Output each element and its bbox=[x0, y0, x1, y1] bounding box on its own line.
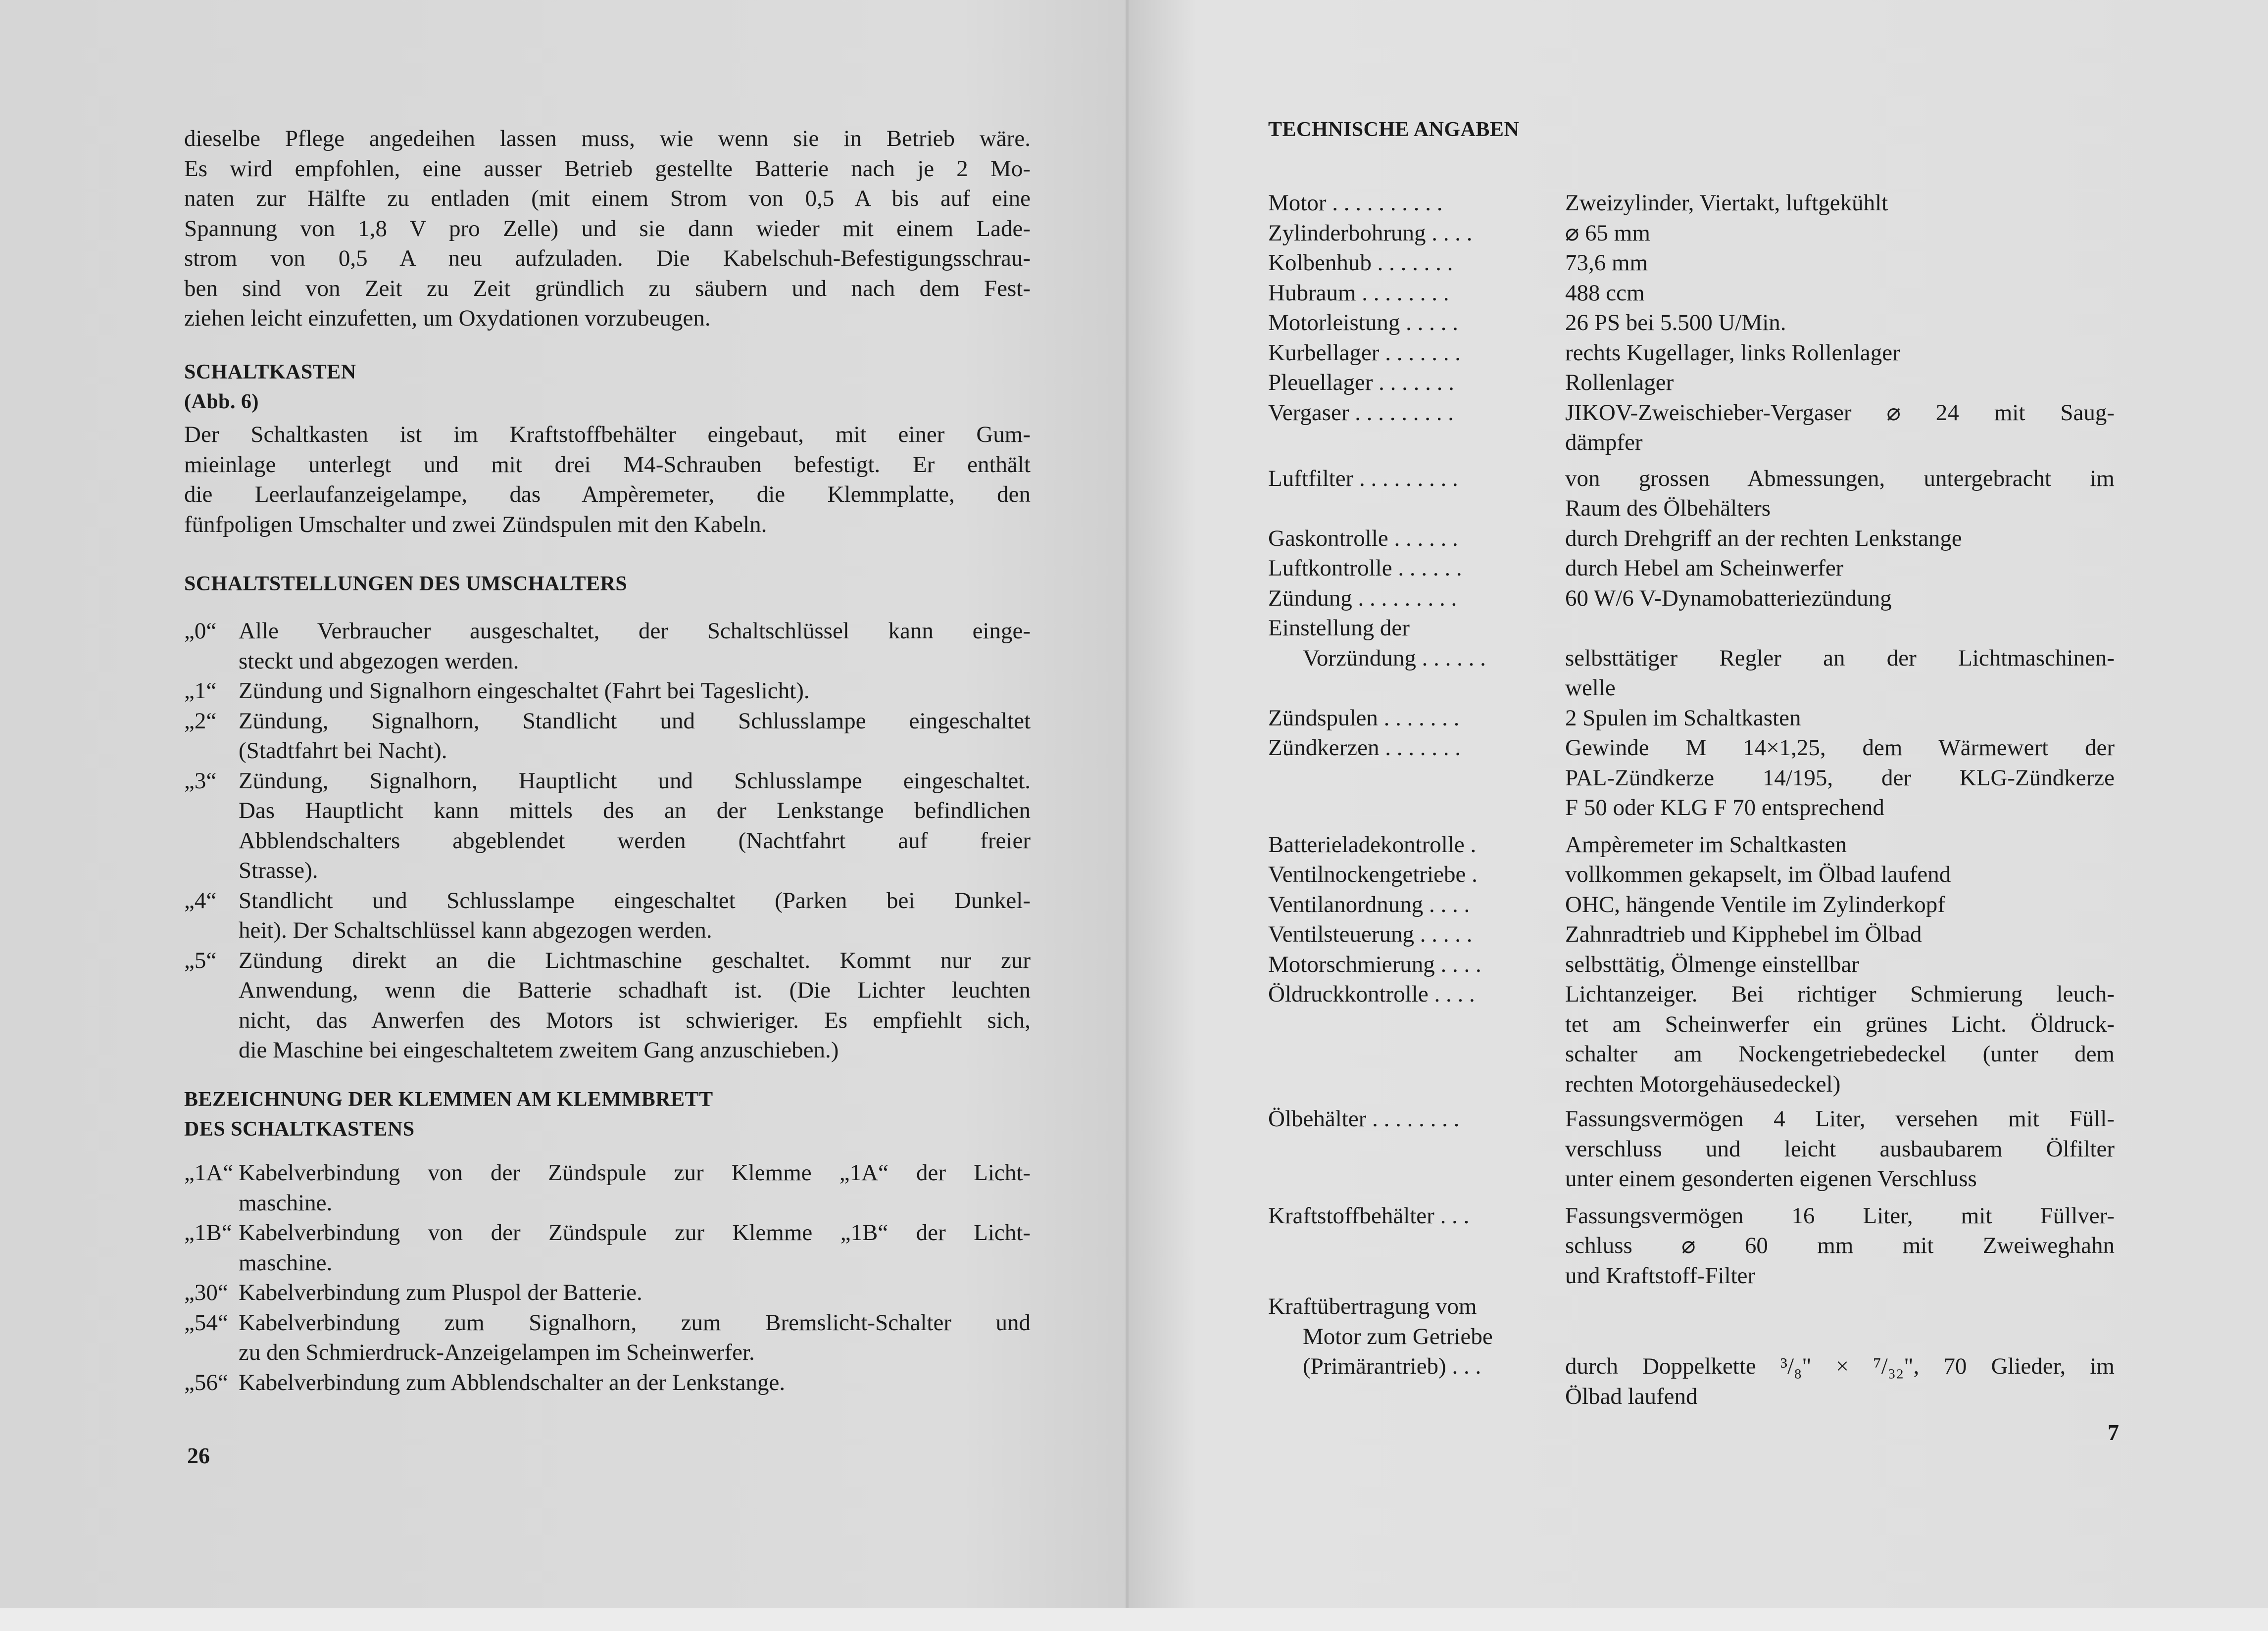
spec-label: Pleuellager . . . . . . . bbox=[1268, 370, 1454, 395]
spec-value bbox=[1565, 1009, 2115, 1040]
spec-value bbox=[1565, 1292, 2115, 1322]
item-key: „30“ bbox=[184, 1280, 228, 1305]
schaltkasten-paragraph bbox=[184, 420, 1031, 539]
spec-value bbox=[1565, 464, 2115, 494]
spec-label bbox=[1268, 763, 1565, 793]
spec-line bbox=[1268, 308, 2115, 338]
spec-value bbox=[1565, 1382, 2115, 1412]
text-line: Spannung von 1,8 V pro Zelle) und sie dann wieder mit einem Lade- bbox=[184, 215, 1031, 241]
spec-line bbox=[1268, 493, 2115, 524]
value-line: selbsttätiger Regler an der Lichtmaschinen- bbox=[1565, 645, 2115, 671]
text-line: Das Hauptlicht kann mittels des an der Lenkstange befindlichen bbox=[239, 798, 1031, 823]
spec-row bbox=[1268, 188, 2115, 218]
item-key: „3“ bbox=[184, 768, 217, 794]
spec-value bbox=[1565, 950, 2115, 980]
spec-label bbox=[1268, 1164, 1565, 1194]
spec-value bbox=[1565, 830, 2115, 860]
item-key: „2“ bbox=[184, 708, 217, 734]
spec-line bbox=[1268, 278, 2115, 308]
value-line: Ölbad laufend bbox=[1565, 1383, 1698, 1409]
list-item bbox=[184, 886, 1031, 946]
value-line: 26 PS bei 5.500 U/Min. bbox=[1565, 310, 1786, 336]
spec-value bbox=[1565, 278, 2115, 308]
text-line: die Leerlaufanzeigelampe, das Ampèremeter, die Klemmplatte, den bbox=[184, 481, 1031, 507]
spec-line bbox=[1268, 338, 2115, 368]
spec-label: Vorzündung . . . . . . bbox=[1303, 645, 1486, 671]
spec-line bbox=[1268, 793, 2115, 823]
spec-label: Kraftübertragung vom bbox=[1268, 1294, 1477, 1319]
item-key: „1B“ bbox=[184, 1220, 232, 1246]
text-line: maschine. bbox=[239, 1249, 333, 1276]
value-line: OHC, hängende Ventile im Zylinderkopf bbox=[1565, 891, 1945, 917]
list-item bbox=[184, 766, 1031, 886]
spec-value bbox=[1565, 919, 2115, 950]
value-line: dämpfer bbox=[1565, 430, 1643, 455]
spec-label: Motorleistung . . . . . bbox=[1268, 310, 1458, 336]
spec-row bbox=[1268, 583, 2115, 614]
spec-line bbox=[1268, 428, 2115, 458]
spec-row bbox=[1268, 703, 2115, 733]
value-line: rechts Kugellager, links Rollenlager bbox=[1565, 339, 1900, 366]
spec-row bbox=[1268, 613, 2115, 703]
value-line: 488 ccm bbox=[1565, 280, 1645, 306]
list-item bbox=[184, 616, 1031, 676]
value-line bbox=[1565, 1292, 2115, 1322]
list-item bbox=[184, 1218, 1031, 1278]
text-line: steckt und abgezogen werden. bbox=[239, 648, 519, 674]
spec-label: Luftfilter . . . . . . . . . bbox=[1268, 465, 1458, 491]
value-line: von grossen Abmessungen, untergebracht im bbox=[1565, 465, 2115, 491]
spec-label bbox=[1268, 428, 1565, 458]
spec-row bbox=[1268, 733, 2115, 823]
list-item bbox=[184, 946, 1031, 1065]
spec-row bbox=[1268, 308, 2115, 338]
spec-label: Zündspulen . . . . . . . bbox=[1268, 705, 1460, 731]
value-line bbox=[1565, 1322, 2115, 1352]
spec-value bbox=[1565, 793, 2115, 823]
spec-label bbox=[1268, 1009, 1565, 1040]
spec-label: Luftkontrolle . . . . . . bbox=[1268, 555, 1462, 581]
spec-label: Batterieladekontrolle . bbox=[1268, 831, 1477, 858]
value-line: rechten Motorgehäusedeckel) bbox=[1565, 1071, 1841, 1097]
spec-line bbox=[1268, 613, 2115, 643]
spec-label: Gaskontrolle . . . . . . bbox=[1268, 525, 1458, 551]
spec-value bbox=[1565, 368, 2115, 398]
spec-row bbox=[1268, 218, 2115, 248]
list-item bbox=[184, 706, 1031, 766]
spec-line bbox=[1268, 583, 2115, 614]
text-line: Zündung direkt an die Lichtmaschine geschaltet. Kommt nur zur bbox=[239, 947, 1031, 973]
value-line: unter einem gesonderten eigenen Verschluss bbox=[1565, 1166, 1977, 1192]
spec-line bbox=[1268, 1201, 2115, 1231]
value-line: Rollenlager bbox=[1565, 370, 1674, 395]
text-line: ziehen leicht einzufetten, um Oxydationen vorzubeugen. bbox=[184, 305, 711, 331]
spec-label: Ölbehälter . . . . . . . . bbox=[1268, 1106, 1460, 1132]
spec-line bbox=[1268, 1039, 2115, 1069]
text-line: naten zur Hälfte zu entladen (mit einem Strom von 0,5 A bis auf eine bbox=[184, 186, 1031, 211]
item-key: „4“ bbox=[184, 887, 217, 913]
spec-label: Zündkerzen . . . . . . . bbox=[1268, 735, 1461, 761]
list-item bbox=[184, 1158, 1031, 1218]
spec-label: Motor . . . . . . . . . . bbox=[1268, 190, 1443, 216]
spec-value bbox=[1565, 860, 2115, 890]
value-line: durch Drehgriff an der rechten Lenkstange bbox=[1565, 525, 1962, 551]
value-line: Fassungsvermögen 4 Liter, versehen mit Füll- bbox=[1565, 1106, 2115, 1132]
spec-line bbox=[1268, 919, 2115, 950]
spec-row bbox=[1268, 368, 2115, 398]
spec-value bbox=[1565, 1231, 2115, 1261]
item-text bbox=[239, 886, 1031, 946]
value-line: tet am Scheinwerfer ein grünes Licht. Öldruck- bbox=[1565, 1011, 2115, 1037]
value-line: verschluss und leicht ausbaubarem Ölfilter bbox=[1565, 1136, 2115, 1162]
spec-label bbox=[1268, 1069, 1565, 1100]
text-line: zu den Schmierdruck-Anzeigelampen im Scheinwerfer. bbox=[239, 1340, 755, 1365]
spec-value bbox=[1565, 308, 2115, 338]
spec-line bbox=[1268, 1382, 2115, 1412]
spec-line bbox=[1268, 368, 2115, 398]
value-line: ⌀ 65 mm bbox=[1565, 220, 1650, 246]
spec-label: Vergaser . . . . . . . . . bbox=[1268, 399, 1454, 426]
spec-label: Ventilanordnung . . . . bbox=[1268, 891, 1470, 917]
spec-label bbox=[1268, 793, 1565, 823]
spec-value bbox=[1565, 763, 2115, 793]
spec-value bbox=[1565, 643, 2115, 673]
value-line bbox=[1565, 613, 2115, 643]
spec-line bbox=[1268, 763, 2115, 793]
text-line: Standlicht und Schlusslampe eingeschaltet (Parken bei Dunkel- bbox=[239, 887, 1031, 913]
spec-value bbox=[1565, 733, 2115, 763]
value-line: Zahnradtrieb und Kipphebel im Ölbad bbox=[1565, 921, 1922, 947]
spec-row bbox=[1268, 1292, 2115, 1411]
list-item bbox=[184, 676, 1031, 706]
text-line: Der Schaltkasten ist im Kraftstoffbehälter eingebaut, mit einer Gum- bbox=[184, 422, 1031, 447]
spec-label bbox=[1268, 673, 1565, 703]
spec-value bbox=[1565, 703, 2115, 733]
text-line: Kabelverbindung von der Zündspule zur Klemme „1A“ der Licht- bbox=[239, 1160, 1031, 1186]
text-line: (Stadtfahrt bei Nacht). bbox=[239, 738, 447, 764]
text-line: strom von 0,5 A neu aufzuladen. Die Kabelschuh-Befestigungsschrau- bbox=[184, 245, 1031, 271]
value-line: schalter am Nockengetriebedeckel (unter dem bbox=[1565, 1041, 2115, 1067]
spec-row bbox=[1268, 919, 2115, 950]
spec-label: Einstellung der bbox=[1268, 615, 1410, 641]
spec-value bbox=[1565, 890, 2115, 920]
spec-value bbox=[1565, 1351, 2115, 1382]
text-line: Kabelverbindung zum Pluspol der Batterie. bbox=[239, 1280, 642, 1305]
value-line: Ampèremeter im Schaltkasten bbox=[1565, 831, 1847, 858]
spec-label: Öldruckkontrolle . . . . bbox=[1268, 981, 1475, 1007]
text-line: fünfpoligen Umschalter und zwei Zündspulen mit den Kabeln. bbox=[184, 511, 767, 537]
spec-label: Motor zum Getriebe bbox=[1303, 1323, 1493, 1349]
spec-row bbox=[1268, 1104, 2115, 1194]
spec-value bbox=[1565, 524, 2115, 554]
item-text bbox=[239, 616, 1031, 676]
item-key: „1A“ bbox=[184, 1160, 234, 1186]
spec-value bbox=[1565, 673, 2115, 703]
specs-table bbox=[1268, 188, 2115, 1411]
item-text bbox=[239, 766, 1031, 886]
item-text bbox=[239, 1278, 1031, 1308]
spec-row bbox=[1268, 553, 2115, 583]
text-line: Kabelverbindung von der Zündspule zur Klemme „1B“ der Licht- bbox=[239, 1220, 1031, 1246]
spec-label bbox=[1268, 1261, 1565, 1291]
page-number-right: 7 bbox=[2108, 1420, 2119, 1445]
item-key: „56“ bbox=[184, 1369, 228, 1395]
heading-klemmen bbox=[184, 1085, 713, 1144]
spec-value bbox=[1565, 188, 2115, 218]
spec-row bbox=[1268, 248, 2115, 278]
item-text bbox=[239, 1308, 1031, 1368]
spec-value bbox=[1565, 218, 2115, 248]
spec-line bbox=[1268, 464, 2115, 494]
heading-schaltstellungen bbox=[184, 569, 627, 599]
spec-line bbox=[1268, 830, 2115, 860]
text-line: Zündung, Signalhorn, Standlicht und Schlusslampe eingeschaltet bbox=[239, 708, 1031, 734]
spec-label: Ventilnockengetriebe . bbox=[1268, 862, 1478, 887]
heading-line: DES SCHALTKASTENS bbox=[184, 1118, 415, 1141]
spec-value bbox=[1565, 613, 2115, 643]
list-item bbox=[184, 1278, 1031, 1308]
text-line: Zündung, Signalhorn, Hauptlicht und Schlusslampe eingeschaltet. bbox=[239, 768, 1031, 794]
value-line: welle bbox=[1565, 675, 1616, 701]
item-key: „54“ bbox=[184, 1309, 228, 1336]
spec-value bbox=[1565, 553, 2115, 583]
spec-label bbox=[1268, 1039, 1565, 1069]
spec-row bbox=[1268, 338, 2115, 368]
text-line: nicht, das Anwerfen des Motors ist schwieriger. Es empfiehlt sich, bbox=[239, 1007, 1031, 1033]
value-line: JIKOV-Zweischieber-Vergaser ⌀ 24 mit Saug- bbox=[1565, 399, 2115, 426]
spec-label bbox=[1268, 1134, 1565, 1164]
spec-line bbox=[1268, 890, 2115, 920]
text-line: Kabelverbindung zum Signalhorn, zum Bremslicht-Schalter und bbox=[239, 1309, 1031, 1336]
spec-label: Kolbenhub . . . . . . . bbox=[1268, 250, 1453, 276]
spec-line bbox=[1268, 218, 2115, 248]
spec-label bbox=[1268, 1231, 1565, 1261]
spec-line bbox=[1268, 1134, 2115, 1164]
spec-row bbox=[1268, 524, 2115, 554]
text-line: Alle Verbraucher ausgeschaltet, der Schaltschlüssel kann einge- bbox=[239, 618, 1031, 644]
spec-row bbox=[1268, 890, 2115, 920]
spec-line bbox=[1268, 703, 2115, 733]
spec-value bbox=[1565, 979, 2115, 1009]
item-key: „0“ bbox=[184, 618, 217, 644]
spec-value bbox=[1565, 248, 2115, 278]
spec-value bbox=[1565, 1104, 2115, 1134]
spec-line bbox=[1268, 673, 2115, 703]
item-text bbox=[239, 1158, 1031, 1218]
spec-value bbox=[1565, 1164, 2115, 1194]
spec-value bbox=[1565, 1039, 2115, 1069]
value-line: Gewinde M 14×1,25, dem Wärmewert der bbox=[1565, 735, 2115, 761]
spec-value bbox=[1565, 398, 2115, 428]
spec-value bbox=[1565, 1069, 2115, 1100]
spec-value bbox=[1565, 1201, 2115, 1231]
value-line: selbsttätig, Ölmenge einstellbar bbox=[1565, 951, 1859, 977]
value-line: 60 W/6 V-Dynamobatteriezündung bbox=[1565, 585, 1892, 611]
text-line: heit). Der Schaltschlüssel kann abgezogen werden. bbox=[239, 917, 712, 943]
right-page bbox=[1129, 0, 2268, 1608]
value-line: F 50 oder KLG F 70 entsprechend bbox=[1565, 795, 1884, 820]
item-text bbox=[239, 1368, 1031, 1398]
text-line: maschine. bbox=[239, 1190, 333, 1216]
spec-row bbox=[1268, 464, 2115, 524]
spec-label bbox=[1268, 1382, 1565, 1412]
spec-line bbox=[1268, 553, 2115, 583]
text-line: Strasse). bbox=[239, 858, 318, 883]
value-line: durch Doppelkette ³/₈" × ⁷/₃₂", 70 Glieder, im bbox=[1565, 1353, 2115, 1379]
text-line: die Maschine bei eingeschaltetem zweitem Gang anzuschieben.) bbox=[239, 1037, 839, 1063]
heading-technische-angaben: TECHNISCHE ANGABEN bbox=[1268, 118, 1520, 141]
spec-label: Motorschmierung . . . . bbox=[1268, 951, 1481, 977]
spec-value bbox=[1565, 493, 2115, 524]
spec-label: Ventilsteuerung . . . . . bbox=[1268, 921, 1473, 947]
switch-positions-list bbox=[184, 616, 1031, 1065]
spec-line bbox=[1268, 248, 2115, 278]
item-text bbox=[239, 676, 1031, 706]
value-line: Raum des Ölbehälters bbox=[1565, 495, 1771, 521]
value-line: Zweizylinder, Viertakt, luftgekühlt bbox=[1565, 190, 1888, 216]
item-key: „5“ bbox=[184, 947, 217, 973]
item-text bbox=[239, 706, 1031, 766]
spec-row bbox=[1268, 860, 2115, 890]
spec-line bbox=[1268, 950, 2115, 980]
heading-line: SCHALTSTELLUNGEN DES UMSCHALTERS bbox=[184, 573, 628, 595]
spec-value bbox=[1565, 1134, 2115, 1164]
spec-label: Zylinderbohrung . . . . bbox=[1268, 220, 1473, 246]
spec-row bbox=[1268, 979, 2115, 1099]
spec-line bbox=[1268, 1009, 2115, 1040]
spec-row bbox=[1268, 398, 2115, 458]
value-line: Lichtanzeiger. Bei richtiger Schmierung leuch- bbox=[1565, 981, 2115, 1007]
value-line: und Kraftstoff-Filter bbox=[1565, 1262, 1756, 1289]
spec-line bbox=[1268, 1231, 2115, 1261]
spec-line bbox=[1268, 524, 2115, 554]
heading-line: BEZEICHNUNG DER KLEMMEN AM KLEMMBRETT bbox=[184, 1088, 713, 1111]
spec-value bbox=[1565, 1261, 2115, 1291]
item-text bbox=[239, 946, 1031, 1065]
spec-row bbox=[1268, 1201, 2115, 1291]
spec-line bbox=[1268, 860, 2115, 890]
text-line: Es wird empfohlen, eine ausser Betrieb gestellte Batterie nach je 2 Mo- bbox=[184, 155, 1031, 182]
spec-value bbox=[1565, 428, 2115, 458]
value-line: 2 Spulen im Schaltkasten bbox=[1565, 705, 1801, 731]
spec-row bbox=[1268, 950, 2115, 980]
spec-line bbox=[1268, 1261, 2115, 1291]
page-number-left: 26 bbox=[187, 1443, 210, 1468]
spec-line bbox=[1268, 1322, 2115, 1352]
spec-line bbox=[1268, 733, 2115, 763]
spec-label: Kraftstoffbehälter . . . bbox=[1268, 1202, 1470, 1229]
spec-row bbox=[1268, 278, 2115, 308]
list-item bbox=[184, 1308, 1031, 1368]
spec-line bbox=[1268, 1069, 2115, 1100]
text-line: Anwendung, wenn die Batterie schadhaft ist. (Die Lichter leuchten bbox=[239, 977, 1031, 1003]
value-line: 73,6 mm bbox=[1565, 250, 1648, 276]
spec-line bbox=[1268, 398, 2115, 428]
spec-value bbox=[1565, 1322, 2115, 1352]
spec-line bbox=[1268, 1351, 2115, 1382]
text-line: mieinlage unterlegt und mit drei M4-Schrauben befestigt. Er enthält bbox=[184, 451, 1031, 478]
spec-line bbox=[1268, 1104, 2115, 1134]
value-line: PAL-Zündkerze 14/195, der KLG-Zündkerze bbox=[1565, 765, 2115, 791]
spec-value bbox=[1565, 583, 2115, 614]
value-line: vollkommen gekapselt, im Ölbad laufend bbox=[1565, 862, 1951, 887]
spec-line bbox=[1268, 1164, 2115, 1194]
text-line: dieselbe Pflege angedeihen lassen muss, wie wenn sie in Betrieb wäre. bbox=[184, 126, 1031, 151]
spec-label: Hubraum . . . . . . . . bbox=[1268, 280, 1449, 306]
heading-line: (Abb. 6) bbox=[184, 390, 259, 413]
intro-paragraph bbox=[184, 124, 1031, 334]
heading-line: SCHALTKASTEN bbox=[184, 361, 356, 384]
spec-row bbox=[1268, 830, 2115, 860]
terminals-list bbox=[184, 1158, 1031, 1397]
spec-label: Kurbellager . . . . . . . bbox=[1268, 339, 1461, 366]
list-item bbox=[184, 1368, 1031, 1398]
spec-line bbox=[1268, 643, 2115, 673]
spec-line bbox=[1268, 979, 2115, 1009]
heading-schaltkasten bbox=[184, 357, 356, 417]
value-line: Fassungsvermögen 16 Liter, mit Füllver- bbox=[1565, 1202, 2115, 1229]
value-line: schluss ⌀ 60 mm mit Zweiweghahn bbox=[1565, 1233, 2115, 1258]
item-text bbox=[239, 1218, 1031, 1278]
text-line: Abblendschalters abgeblendet werden (Nachtfahrt auf freier bbox=[239, 827, 1031, 854]
left-page bbox=[0, 0, 1129, 1608]
spec-label bbox=[1268, 493, 1565, 524]
value-line: durch Hebel am Scheinwerfer bbox=[1565, 555, 1844, 581]
spec-line bbox=[1268, 188, 2115, 218]
spec-label: (Primärantrieb) . . . bbox=[1303, 1353, 1481, 1379]
item-key: „1“ bbox=[184, 678, 217, 704]
text-line: ben sind von Zeit zu Zeit gründlich zu säubern und nach dem Fest- bbox=[184, 275, 1031, 301]
text-line: Kabelverbindung zum Abblendschalter an der Lenkstange. bbox=[239, 1369, 786, 1395]
text-line: Zündung und Signalhorn eingeschaltet (Fahrt bei Tageslicht). bbox=[239, 678, 810, 704]
spec-line bbox=[1268, 1292, 2115, 1322]
spec-value bbox=[1565, 338, 2115, 368]
spec-label: Zündung . . . . . . . . . bbox=[1268, 585, 1457, 611]
